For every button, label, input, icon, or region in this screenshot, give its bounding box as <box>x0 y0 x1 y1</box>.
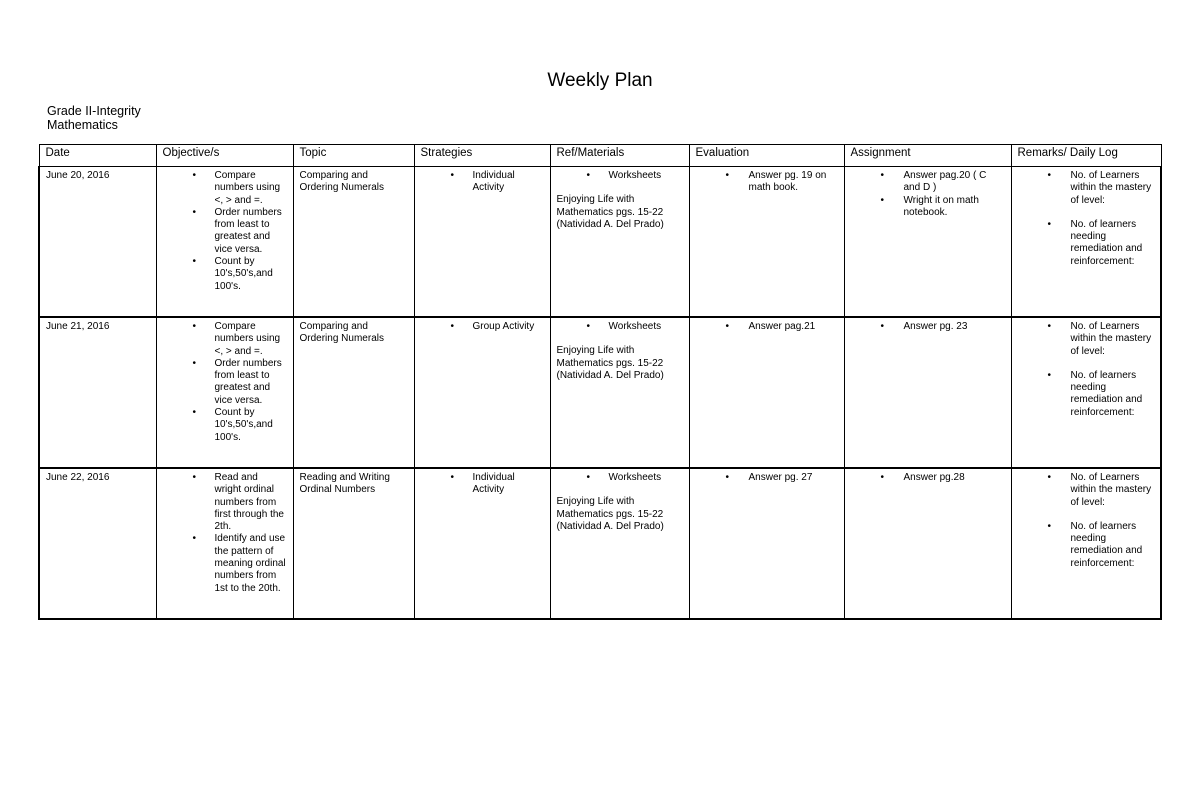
strategy-item: • Individual Activity <box>421 472 544 497</box>
assignment-item: • Wright it on math notebook. <box>851 195 1005 220</box>
date-cell: June 22, 2016 <box>39 468 156 619</box>
date-cell: June 20, 2016 <box>39 167 156 318</box>
strategy-item: • Individual Activity <box>421 170 544 195</box>
column-header-strategies: Strategies <box>414 145 550 167</box>
remarks-item: • No. of learners needing remediation and reinforcement: <box>1018 521 1155 570</box>
objectives-cell <box>156 468 293 619</box>
evaluation-item: • Answer pg. 19 on math book. <box>696 170 838 195</box>
objectives-cell <box>156 167 293 318</box>
remarks-cell <box>1011 468 1161 619</box>
remarks-item: • No. of learners needing remediation and reinforcement: <box>1018 370 1155 419</box>
ref-materials-cell <box>550 317 689 468</box>
remarks-item: • No. of learners needing remediation and reinforcement: <box>1018 219 1155 268</box>
column-header-date: Date <box>39 145 156 167</box>
objective-item: • Compare numbers using <, > and =. <box>163 321 287 358</box>
ref-item: • Worksheets <box>557 170 683 182</box>
evaluation-cell <box>689 167 844 318</box>
document-meta <box>47 104 141 132</box>
column-header-evaluation: Evaluation <box>689 145 844 167</box>
table-row <box>39 167 1161 318</box>
weekly-plan-table <box>38 144 1162 620</box>
objective-item: • Count by 10's,50's,and 100's. <box>163 407 287 444</box>
assignment-cell <box>844 167 1011 318</box>
ref-item: • Worksheets <box>557 321 683 333</box>
table-row <box>39 468 1161 619</box>
column-header-assignment: Assignment <box>844 145 1011 167</box>
subject-label: Mathematics <box>47 118 118 132</box>
objective-item: • Compare numbers using <, > and =. <box>163 170 287 207</box>
ref-materials-cell <box>550 167 689 318</box>
objective-item: • Count by 10's,50's,and 100's. <box>163 256 287 293</box>
objective-item: • Order numbers from least to greatest and vice versa. <box>163 207 287 256</box>
header-row <box>39 145 1161 167</box>
evaluation-item: • Answer pag.21 <box>696 321 838 333</box>
objective-item: • Read and wright ordinal numbers from first through the 2th. <box>163 472 287 533</box>
page-title: Weekly Plan <box>547 70 653 91</box>
remarks-cell <box>1011 317 1161 468</box>
assignment-cell <box>844 317 1011 468</box>
topic-cell: Comparing and Ordering Numerals <box>293 317 414 468</box>
assignment-item: • Answer pg. 23 <box>851 321 1005 333</box>
objective-item: • Order numbers from least to greatest and vice versa. <box>163 358 287 407</box>
evaluation-item: • Answer pg. 27 <box>696 472 838 484</box>
strategies-cell <box>414 167 550 318</box>
topic-cell: Comparing and Ordering Numerals <box>293 167 414 318</box>
remarks-cell <box>1011 167 1161 318</box>
ref-text: Enjoying Life with Mathematics pgs. 15-22 (Natividad A. Del Prado) <box>556 194 664 230</box>
assignment-item: • Answer pag.20 ( C and D ) <box>851 170 1005 195</box>
remarks-item: • No. of Learners within the mastery of level: <box>1018 321 1155 358</box>
ref-item: • Worksheets <box>557 472 683 484</box>
ref-text: Enjoying Life with Mathematics pgs. 15-22 (Natividad A. Del Prado) <box>556 345 664 381</box>
remarks-item: • No. of Learners within the mastery of level: <box>1018 170 1155 207</box>
column-header-objectives: Objective/s <box>156 145 293 167</box>
topic-cell: Reading and Writing Ordinal Numbers <box>293 468 414 619</box>
ref-materials-cell <box>550 468 689 619</box>
strategy-item: • Group Activity <box>421 321 544 333</box>
remarks-item: • No. of Learners within the mastery of level: <box>1018 472 1155 509</box>
date-cell: June 21, 2016 <box>39 317 156 468</box>
assignment-cell <box>844 468 1011 619</box>
objective-item: • Identify and use the pattern of meaning ordinal numbers from 1st to the 20th. <box>163 533 287 594</box>
ref-text: Enjoying Life with Mathematics pgs. 15-22 (Natividad A. Del Prado) <box>556 496 664 532</box>
column-header-ref-materials: Ref/Materials <box>550 145 689 167</box>
strategies-cell <box>414 468 550 619</box>
grade-section: Grade II-Integrity <box>47 104 141 118</box>
column-header-topic: Topic <box>293 145 414 167</box>
strategies-cell <box>414 317 550 468</box>
objectives-cell <box>156 317 293 468</box>
table-row <box>39 317 1161 468</box>
assignment-item: • Answer pg.28 <box>851 472 1005 484</box>
evaluation-cell <box>689 317 844 468</box>
column-header-remarks: Remarks/ Daily Log <box>1011 145 1161 167</box>
evaluation-cell <box>689 468 844 619</box>
